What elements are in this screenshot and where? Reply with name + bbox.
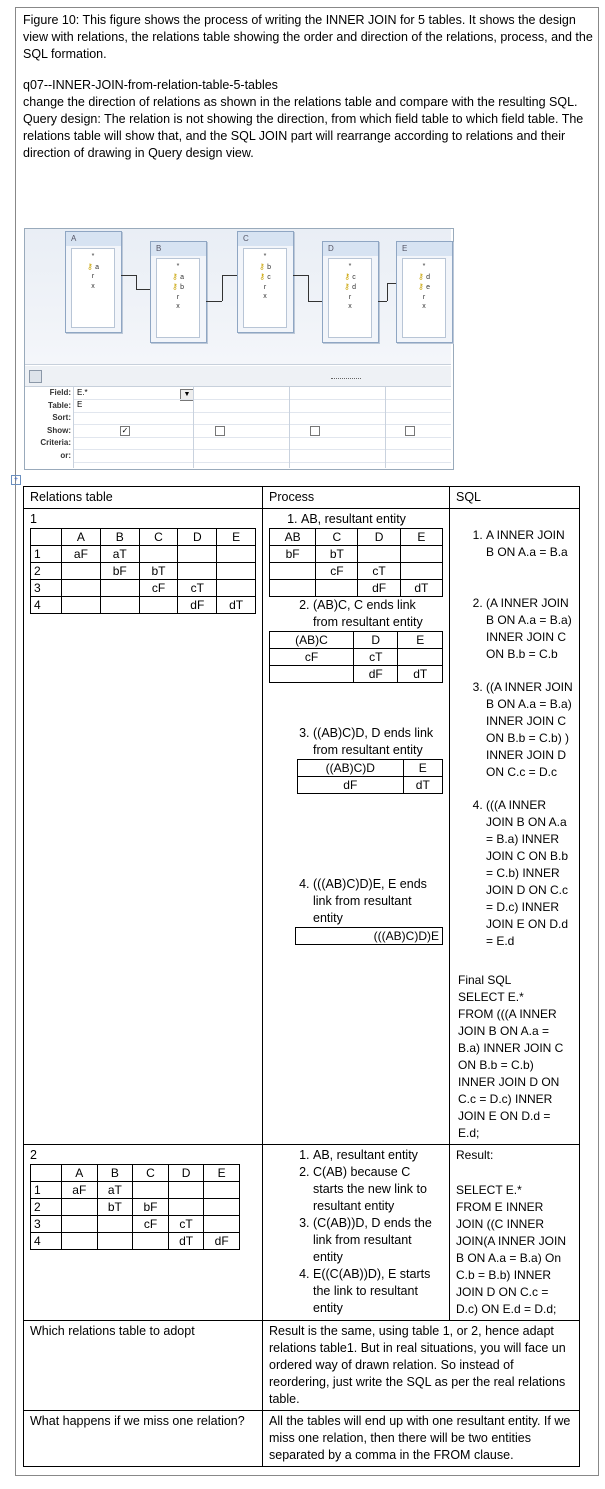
field-value[interactable]: E.* [77,388,88,397]
sql-header: SQL [450,487,580,509]
process-step: 4. E((C(AB))D), E starts the link to resultant entity [313,1266,443,1317]
grid-column-line [193,387,194,468]
step1-cell: C [316,529,358,546]
grid-row-line [73,424,451,425]
step1-cell: cF [316,563,358,580]
step1-cell [400,546,442,563]
step1-cell: E [400,529,442,546]
rel2-cell: 3 [31,1216,62,1233]
rel2-cell: aT [97,1182,133,1199]
grid-column-line [385,387,386,468]
step2-cell: D [354,632,398,649]
table-row [270,529,443,546]
relation-line[interactable] [293,275,308,276]
grid-row-label: Field: [49,388,71,397]
grid-row-label: Criteria: [40,438,71,447]
table-row [270,563,443,580]
rel1-cell: D [178,529,217,546]
grid-row-label: Sort: [52,413,71,422]
field-item[interactable]: ⚷ b [172,282,184,291]
grid-row-label: or: [60,450,71,460]
field-item[interactable]: x [348,303,352,310]
process-step: 3. ((AB)C)D, D ends link from resultant entity [313,725,443,759]
table-row [31,546,256,563]
rel1-cell [31,529,62,546]
final-sql-label: Final SQL [458,973,512,987]
process-step: 3. (C(AB))D, D ends the link from resultant entity [313,1215,443,1266]
grid-row-line [73,462,451,463]
relation-line[interactable] [222,275,223,301]
field-item[interactable]: ⚷ b [259,261,271,271]
table-row [31,1216,240,1233]
table-row [31,1165,240,1182]
sql-step: 4. (((A INNER JOIN B ON A.a = B.a) INNER JOIN C ON B.b = C.b) INNER JOIN D ON C.c = D.c) INNER JOIN E ON D.d = E.d [486,797,573,950]
step2-table [269,631,443,683]
process-header: Process [263,487,450,509]
table-row [270,580,443,597]
final-sql-select: SELECT E.* [458,990,524,1004]
grid-row-label: Show: [47,425,71,435]
sql-cell-2 [450,1145,580,1321]
splitter-grip-icon[interactable] [331,378,361,381]
step1-cell: AB [270,529,316,546]
field-item[interactable]: x [263,293,267,300]
rel2-cell [97,1216,133,1233]
relation-line[interactable] [222,275,237,276]
step1-cell: dF [358,580,400,597]
rel2-cell [204,1182,240,1199]
query-table-e[interactable] [396,241,453,343]
table-row [31,597,256,614]
pane-splitter[interactable] [25,366,451,387]
rel1-cell: dT [217,597,256,614]
table-row [270,649,443,666]
process-step: 1. AB, resultant entity [301,511,443,528]
grid-column-line [73,387,74,468]
table-move-handle-icon[interactable]: + [11,475,21,485]
step1-cell: dT [400,580,442,597]
rel2-cell: cF [133,1216,169,1233]
relation-line[interactable] [308,301,322,302]
relations-table-1 [30,528,256,614]
step2-cell: cF [270,649,354,666]
relations-table-2 [30,1164,240,1250]
query-table-title[interactable]: B [151,242,206,256]
step3-table [297,759,443,794]
query-table-title[interactable]: A [66,232,121,246]
result-sql-select: SELECT E.* [456,1183,522,1197]
rel2-cell [62,1233,98,1250]
field-item[interactable]: r [176,293,180,301]
field-item[interactable]: r [263,283,267,291]
process-step: 2. C(AB) because C starts the new link to resultant entity [313,1164,443,1215]
relation-line[interactable] [206,301,222,302]
rel2-cell [31,1165,62,1182]
field-item[interactable]: r [91,273,95,280]
result-sql-from: FROM E INNER JOIN ((C INNER JOIN(A INNER JOIN B ON A.a = B.a) On C.b = B.b) INNER JOIN D ON C.c = D.c) ON E.d = D.d; [456,1200,567,1316]
question-miss-relation: What happens if we miss one relation? [24,1411,263,1467]
rel1-cell: cF [139,580,178,597]
table-row [31,1233,240,1250]
final-sql-from: FROM (((A INNER JOIN B ON A.a = B.a) INNER JOIN C ON B.b = C.b) INNER JOIN D ON C.c = D.c) INNER JOIN E ON D.d = E.d; [458,1007,564,1140]
show-checkbox[interactable] [215,426,225,436]
primary-key-icon: ⚷ [344,282,353,291]
relation-line[interactable] [378,301,387,302]
primary-key-icon: ⚷ [344,271,353,281]
field-list [71,248,115,328]
rel2-cell: E [204,1165,240,1182]
query-table-a[interactable] [65,231,122,333]
rel2-cell: C [133,1165,169,1182]
rel2-cell: dF [204,1233,240,1250]
table-row [298,760,443,777]
field-item[interactable]: r [348,293,352,301]
step2-cell: dT [398,666,443,683]
rel1-cell [100,580,139,597]
table-row [31,1182,240,1199]
rel1-cell [62,597,101,614]
rel2-cell [168,1182,204,1199]
field-item[interactable]: ⚷ c [259,272,271,281]
rel2-cell [204,1216,240,1233]
result-label: Result: [456,1148,494,1162]
show-checkbox-checked[interactable]: ✓ [121,426,129,435]
table-row [298,777,443,794]
step1-cell: bT [316,546,358,563]
sql-step: 3. ((A INNER JOIN B ON A.a = B.a) INNER JOIN C ON B.b = C.b) ) INNER JOIN D ON C.c = D.c [486,679,573,781]
query-name: q07--INNER-JOIN-from-relation-table-5-tables [23,78,278,92]
rel1-cell [62,580,101,597]
sql-cell-1 [450,509,580,1145]
relation-line[interactable] [387,283,388,301]
step2-cell [270,666,354,683]
query-design-view [24,228,454,470]
rel2-cell [168,1199,204,1216]
process-step: 4. (((AB)C)D)E, E ends link from resultant entity [313,876,443,927]
table-pane [25,229,451,365]
rel1-cell [139,546,178,563]
query-table-title[interactable]: D [323,242,378,256]
step1-cell [270,563,316,580]
field-dropdown-icon[interactable]: ▼ [180,389,194,401]
answer-miss-relation: All the tables will end up with one resultant entity. If we miss one relation, then there will be two entities separated by a comma in the FROM clause. [263,1411,580,1467]
field-item[interactable]: * [422,263,426,270]
rel2-cell: 2 [31,1199,62,1216]
table-row [270,546,443,563]
rel1-cell [217,546,256,563]
figure-caption: Figure 10: This figure shows the process of writing the INNER JOIN for 5 tables. It shows the design view with relations, the relations table showing the order and direction of the relations, process, and the SQL formation. [23,13,593,61]
grid-row-line [73,399,451,400]
table-row [31,1199,240,1216]
field-item[interactable]: ⚷ e [418,282,430,291]
process-cell-1 [263,509,450,1145]
query-table-c[interactable] [237,231,294,333]
field-item[interactable]: ⚷ d [418,271,430,281]
rel1-cell: E [217,529,256,546]
rel1-cell [139,597,178,614]
rel1-cell [178,546,217,563]
field-item[interactable]: x [176,303,180,310]
intro-text [23,12,593,162]
field-item[interactable]: * [91,253,95,260]
relations-header: Relations table [24,487,263,509]
field-list [156,258,200,338]
primary-key-icon: ⚷ [87,261,96,271]
relation-line[interactable] [136,275,137,289]
step4-table: (((AB)C)D)E [295,927,443,945]
rel1-cell: aT [100,546,139,563]
rel2-cell: A [62,1165,98,1182]
rel2-cell [133,1182,169,1199]
rel1-cell: 2 [31,563,62,580]
primary-key-icon: ⚷ [259,261,268,271]
step1-cell [316,580,358,597]
rel1-cell: cT [178,580,217,597]
rel1-cell: B [100,529,139,546]
question-adopt: Which relations table to adopt [24,1321,263,1411]
grid-row-label: Table: [48,400,71,410]
instruction: change the direction of relations as shown in the relations table and compare with the resulting SQL. [23,95,578,109]
query-table-b[interactable] [150,241,207,343]
grid-row-line [73,437,451,438]
rel2-cell [204,1199,240,1216]
step2-cell: E [398,632,443,649]
relation-line[interactable] [308,275,309,301]
step3-cell: dF [298,777,404,794]
rel1-cell: bF [100,563,139,580]
step1-cell [270,580,316,597]
step2-cell: (AB)C [270,632,354,649]
step3-cell: E [403,760,442,777]
rel1-cell [217,563,256,580]
step2-cell: cT [354,649,398,666]
relations-cell-1 [24,509,263,1145]
relations-cell-2 [24,1145,263,1321]
step1-cell [358,546,400,563]
field-item[interactable]: x [91,282,95,290]
table-row [31,580,256,597]
rel1-cell: A [62,529,101,546]
rel1-cell [178,563,217,580]
field-item[interactable]: ⚷ a [172,271,184,281]
query-grid [25,387,451,468]
rel2-cell: dT [168,1233,204,1250]
step1-table [269,528,443,597]
rel1-cell: dF [178,597,217,614]
field-item[interactable]: x [422,303,426,310]
field-item[interactable]: r [422,293,426,301]
rel2-cell: cT [168,1216,204,1233]
grid-row-line [73,449,451,450]
sql-step: 1. A INNER JOIN B ON A.a = B.a [486,527,573,561]
step1-cell: cT [358,563,400,580]
rel1-cell: aF [62,546,101,563]
primary-key-icon: ⚷ [172,271,181,281]
rel2-cell: bT [97,1199,133,1216]
rel1-cell: 3 [31,580,62,597]
rel1-cell: bT [139,563,178,580]
rel1-cell [217,580,256,597]
rel2-cell: aF [62,1182,98,1199]
query-table-title[interactable]: E [397,242,452,256]
field-item[interactable]: * [176,263,180,270]
rel2-cell: bF [133,1199,169,1216]
rel2-cell [97,1233,133,1250]
answer-adopt: Result is the same, using table 1, or 2, hence adapt relations table1. But in real situations, you will face un ordered way of drawn relation. So instead of reordering, just write the SQL as per the real relations table. [263,1321,580,1411]
rel2-cell: 1 [31,1182,62,1199]
rel2-cell: B [97,1165,133,1182]
field-item[interactable]: ⚷ a [87,261,99,271]
query-table-d[interactable] [322,241,379,343]
primary-key-icon: ⚷ [418,282,427,291]
rel2-cell [62,1216,98,1233]
relations-process-sql-table [23,486,580,1467]
step1-cell [400,563,442,580]
primary-key-icon: ⚷ [259,272,268,281]
query-design-note: Query design: The relation is not showing the direction, from which field table to which field table. The relations table will show that, and the SQL JOIN part will rearrange according to relations and their direction of drawing in Query design view. [23,112,584,160]
primary-key-icon: ⚷ [172,282,181,291]
primary-key-icon: ⚷ [418,271,427,281]
relation-line[interactable] [121,275,136,276]
step1-cell: D [358,529,400,546]
table-row [31,529,256,546]
rel1-cell: 4 [31,597,62,614]
table-row [270,632,443,649]
field-list [243,248,287,328]
step2-cell [398,649,443,666]
step1-cell: bF [270,546,316,563]
rel2-cell [133,1233,169,1250]
rel1-cell [62,563,101,580]
case-label: 1 [30,512,37,526]
rel2-cell [62,1199,98,1216]
query-table-title[interactable]: C [238,232,293,246]
step3-cell: dT [403,777,442,794]
step3-cell: ((AB)C)D [298,760,404,777]
process-cell-2 [263,1145,450,1321]
field-item[interactable]: ⚷ c [344,271,356,281]
rel1-cell: C [139,529,178,546]
process-step: 1. AB, resultant entity [313,1147,443,1164]
relation-line[interactable] [136,289,150,290]
grid-row-line [73,412,451,413]
step2-cell: dF [354,666,398,683]
case-label: 2 [30,1148,37,1162]
scroll-button[interactable] [29,370,42,383]
show-checkbox[interactable] [405,426,415,436]
process-step: 2. (AB)C, C ends link from resultant entity [313,597,443,631]
relation-line[interactable] [387,283,396,284]
table-row [31,563,256,580]
rel2-cell: D [168,1165,204,1182]
show-checkbox[interactable] [310,426,320,436]
field-list [328,258,372,338]
table-row [270,666,443,683]
field-item[interactable]: * [263,253,267,260]
field-item[interactable]: * [348,263,352,270]
sql-step: 2. (A INNER JOIN B ON A.a = B.a) INNER JOIN C ON B.b = C.b [486,595,573,663]
rel1-cell [100,597,139,614]
rel2-cell: 4 [31,1233,62,1250]
grid-column-line [289,387,290,468]
rel1-cell: 1 [31,546,62,563]
field-list [402,258,446,338]
table-value[interactable]: E [77,400,83,409]
field-item[interactable]: ⚷ d [344,282,356,291]
